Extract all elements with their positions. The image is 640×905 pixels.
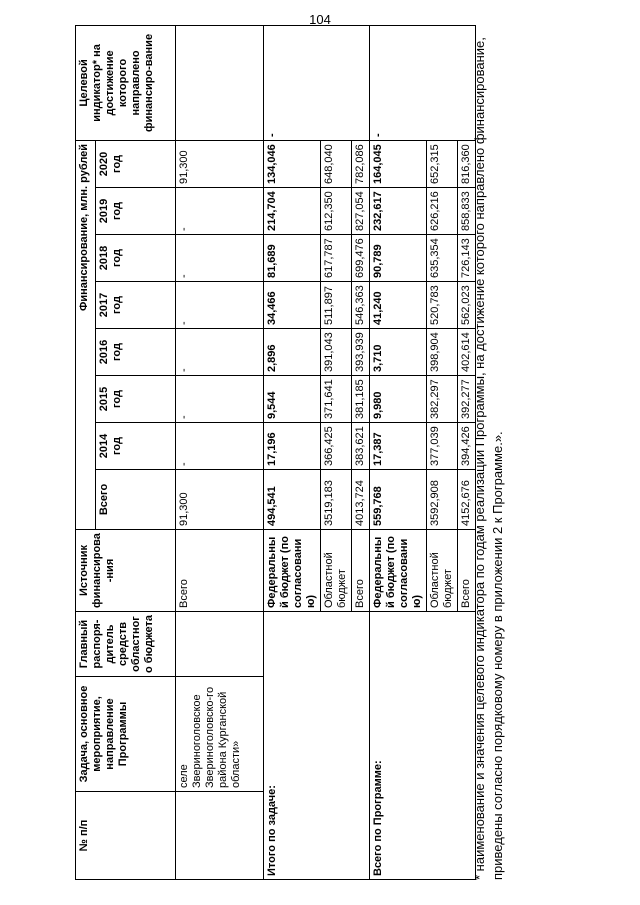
cell-value: - (176, 282, 264, 329)
cell-value: 3,710 (369, 329, 426, 376)
cell-value: 617,787 (320, 235, 351, 282)
cell-empty (176, 612, 264, 677)
cell-source: Областной бюджет (426, 530, 457, 612)
task-total-indicator: - (264, 25, 370, 140)
program-total-label: Всего по Программе: (369, 612, 475, 880)
cell-value: 652,315 (426, 140, 457, 187)
cell-value: 81,689 (264, 235, 321, 282)
cell-value: 612,350 (320, 188, 351, 235)
footnote: * наименование и значения целевого индикатора по годам реализации Программы, на достижение которого направлено финансирование, приведены согласно порядковому номеру в приложении 2 к Программе.». (472, 37, 505, 880)
page-number: 104 (309, 12, 331, 27)
cell-value: 635,354 (426, 235, 457, 282)
table-row (264, 25, 321, 879)
header-financing: Финансирование, млн. рублей (76, 140, 96, 529)
header-manager: Главный распоря-дитель средств областного бюджета (76, 612, 176, 677)
cell-task: селе Звериноголовское Звериноголовско-го района Курганской области» (176, 677, 264, 792)
cell-value: - (176, 329, 264, 376)
cell-value: 402,614 (457, 329, 475, 376)
cell-value: 9,980 (369, 376, 426, 423)
cell-value: 382,297 (426, 376, 457, 423)
cell-value: 17,387 (369, 423, 426, 470)
cell-value: 232,617 (369, 188, 426, 235)
cell-value: 90,789 (369, 235, 426, 282)
table-row (176, 25, 264, 879)
cell-value: - (176, 376, 264, 423)
header-no: № п/п (76, 792, 176, 880)
cell-empty (176, 792, 264, 880)
cell-value: 391,043 (320, 329, 351, 376)
cell-value: 2,896 (264, 329, 321, 376)
cell-value: 520,783 (426, 282, 457, 329)
cell-value: 383,621 (351, 423, 369, 470)
header-source: Источник финансирова-ния (76, 530, 176, 612)
cell-value: 371,641 (320, 376, 351, 423)
task-total-label: Итого по задаче: (264, 612, 370, 880)
header-task: Задача, основное мероприятие, направление Программы (76, 677, 176, 792)
cell-value: 134,046 (264, 140, 321, 187)
cell-value: 9,544 (264, 376, 321, 423)
cell-total: 3519,183 (320, 470, 351, 530)
cell-source: Областной бюджет (320, 530, 351, 612)
cell-value: - (176, 235, 264, 282)
cell-value: 91,300 (176, 140, 264, 187)
header-year-2016: 2016 год (96, 329, 176, 376)
cell-source: Всего (176, 530, 264, 612)
cell-value: 41,240 (369, 282, 426, 329)
cell-empty (176, 25, 264, 140)
cell-value: 394,426 (457, 423, 475, 470)
table-row (369, 25, 426, 879)
rotated-page-content (75, 30, 535, 880)
cell-source: Федеральный бюджет (по согласованию) (369, 530, 426, 612)
cell-total: 494,541 (264, 470, 321, 530)
financing-table (75, 25, 476, 880)
cell-source: Всего (457, 530, 475, 612)
cell-value: 164,045 (369, 140, 426, 187)
cell-source: Федеральный бюджет (по согласованию) (264, 530, 321, 612)
cell-value: 398,904 (426, 329, 457, 376)
cell-value: 377,039 (426, 423, 457, 470)
cell-total: 3592,908 (426, 470, 457, 530)
cell-value: 648,040 (320, 140, 351, 187)
header-indicator: Целевой индикатор* на достижение которого направлено финансиро-вание (76, 25, 176, 140)
cell-value: 393,939 (351, 329, 369, 376)
cell-value: 816,360 (457, 140, 475, 187)
cell-value: 782,086 (351, 140, 369, 187)
cell-total: 559,768 (369, 470, 426, 530)
cell-value: 827,054 (351, 188, 369, 235)
cell-total: 4013,724 (351, 470, 369, 530)
cell-value: - (176, 423, 264, 470)
cell-value: 34,466 (264, 282, 321, 329)
header-year-2019: 2019 год (96, 188, 176, 235)
cell-value: 699,476 (351, 235, 369, 282)
cell-value: 214,704 (264, 188, 321, 235)
header-year-2020: 2020 год (96, 140, 176, 187)
header-year-2017: 2017 год (96, 282, 176, 329)
header-year-2014: 2014 год (96, 423, 176, 470)
cell-total: 4152,676 (457, 470, 475, 530)
cell-value: 562,023 (457, 282, 475, 329)
cell-value: 626,216 (426, 188, 457, 235)
cell-value: 546,363 (351, 282, 369, 329)
header-year-2015: 2015 год (96, 376, 176, 423)
cell-value: 858,833 (457, 188, 475, 235)
cell-value: 366,425 (320, 423, 351, 470)
header-year-2018: 2018 год (96, 235, 176, 282)
cell-total: 91,300 (176, 470, 264, 530)
cell-source: Всего (351, 530, 369, 612)
cell-value: 17,196 (264, 423, 321, 470)
header-total: Всего (96, 470, 176, 530)
cell-value: 381,185 (351, 376, 369, 423)
cell-value: 726,143 (457, 235, 475, 282)
cell-value: 511,897 (320, 282, 351, 329)
program-total-indicator: - (369, 25, 475, 140)
cell-value: 392,277 (457, 376, 475, 423)
cell-value: - (176, 188, 264, 235)
